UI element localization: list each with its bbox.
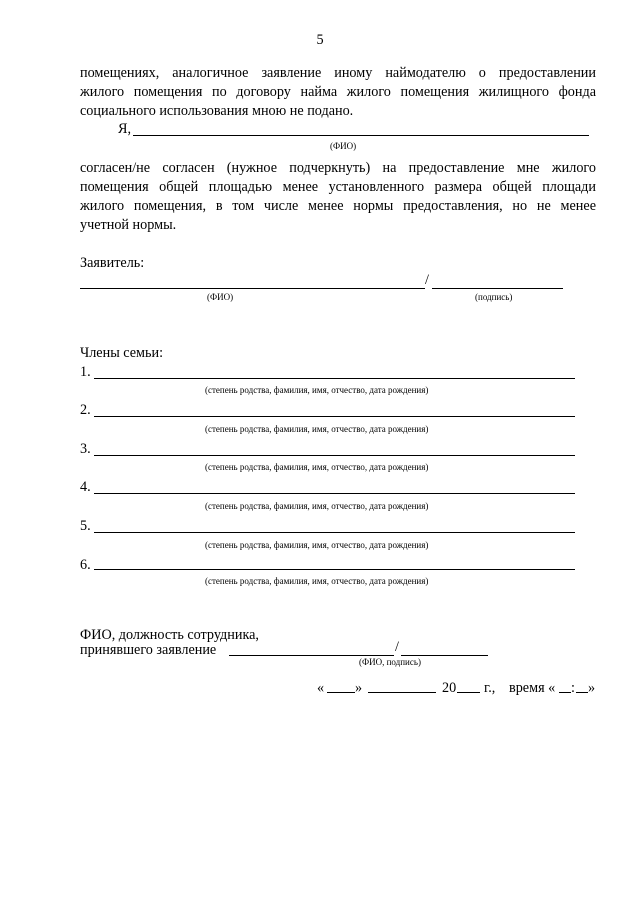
time-close: » <box>588 680 596 696</box>
member-field-line[interactable] <box>94 569 575 570</box>
applicant-fio-line[interactable] <box>80 288 425 289</box>
employee-line-2: принявшего заявление <box>80 642 217 658</box>
member-field-line[interactable] <box>94 378 575 379</box>
member-number: 5. <box>80 518 91 534</box>
day-field-line[interactable] <box>327 692 355 693</box>
member-field-line[interactable] <box>94 416 575 417</box>
applicant-sign-caption: (подпись) <box>475 292 513 302</box>
fio-caption: (ФИО) <box>330 141 357 151</box>
member-caption: (степень родства, фамилия, имя, отчество, дата рождения) <box>205 462 429 472</box>
date-open-quote: « <box>317 680 325 696</box>
intro-line-3: социального использования мною не подано. <box>80 103 354 119</box>
intro-line-2: жилого помещения по договору найма жилого помещения жилищного фонда <box>80 84 596 100</box>
ya-prefix: Я, <box>118 121 132 137</box>
hour-field-line[interactable] <box>559 692 571 693</box>
date-close-quote: » <box>355 680 363 696</box>
applicant-sign-line[interactable] <box>432 288 563 289</box>
consent-line-2: помещения общей площадью менее установленного размера общей площади <box>80 179 596 195</box>
time-label: время « <box>509 680 556 696</box>
year-suffix: г., <box>484 680 496 696</box>
member-caption: (степень родства, фамилия, имя, отчество, дата рождения) <box>205 540 429 550</box>
employee-sign-line[interactable] <box>401 655 488 656</box>
month-field-line[interactable] <box>368 692 436 693</box>
year-prefix: 20 <box>442 680 457 696</box>
consent-line-1: согласен/не согласен (нужное подчеркнуть) на предоставление мне жилого <box>80 160 596 176</box>
member-number: 4. <box>80 479 91 495</box>
employee-line-1: ФИО, должность сотрудника, <box>80 627 259 643</box>
member-number: 3. <box>80 441 91 457</box>
applicant-separator: / <box>425 272 429 288</box>
member-field-line[interactable] <box>94 455 575 456</box>
time-colon: : <box>571 680 575 696</box>
member-field-line[interactable] <box>94 493 575 494</box>
member-caption: (степень родства, фамилия, имя, отчество, дата рождения) <box>205 501 429 511</box>
employee-caption: (ФИО, подпись) <box>359 657 421 667</box>
member-caption: (степень родства, фамилия, имя, отчество, дата рождения) <box>205 385 429 395</box>
consent-line-4: учетной нормы. <box>80 217 177 233</box>
member-number: 6. <box>80 557 91 573</box>
intro-line-1: помещениях, аналогичное заявление иному наймодателю о предоставлении <box>80 65 596 81</box>
family-label: Члены семьи: <box>80 345 164 361</box>
year-field-line[interactable] <box>457 692 480 693</box>
minute-field-line[interactable] <box>576 692 588 693</box>
page-number: 5 <box>316 32 324 48</box>
member-caption: (степень родства, фамилия, имя, отчество, дата рождения) <box>205 424 429 434</box>
member-field-line[interactable] <box>94 532 575 533</box>
consent-line-3: жилого помещения, в том числе менее нормы предоставления, но не менее <box>80 198 596 214</box>
applicant-fio-caption: (ФИО) <box>207 292 234 302</box>
member-number: 1. <box>80 364 91 380</box>
employee-separator: / <box>395 639 399 655</box>
member-number: 2. <box>80 402 91 418</box>
employee-fio-line[interactable] <box>229 655 394 656</box>
member-caption: (степень родства, фамилия, имя, отчество, дата рождения) <box>205 576 429 586</box>
fio-field-line[interactable] <box>133 135 589 136</box>
applicant-label: Заявитель: <box>80 255 145 271</box>
